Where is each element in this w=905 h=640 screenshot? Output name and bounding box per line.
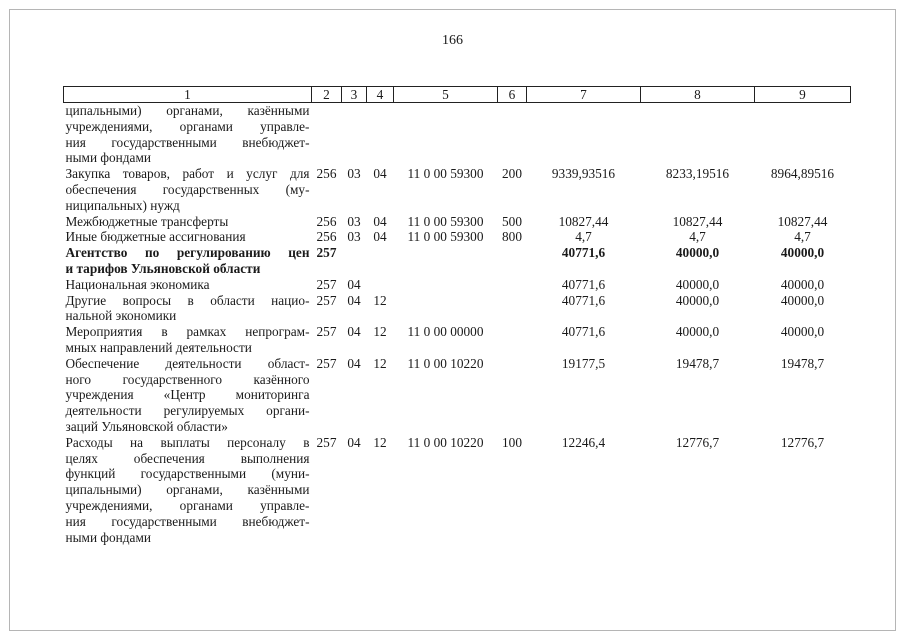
table-row [64, 229, 851, 245]
cell-c3: 04 [347, 434, 361, 450]
cell-c8: 40000,0 [675, 276, 720, 292]
cell-c3 [342, 245, 367, 277]
cell-c9: 10827,44 [777, 213, 828, 229]
cell-c5: 11 0 00 00000 [407, 324, 484, 340]
row-name [64, 245, 312, 277]
cell-c8 [641, 103, 755, 167]
row-name [64, 214, 312, 230]
row-name [64, 356, 312, 435]
cell-c7: 40771,6 [561, 276, 606, 292]
table-row [64, 214, 851, 230]
table-row [64, 324, 851, 356]
row-name [64, 166, 312, 213]
page-number: 166 [442, 33, 463, 48]
col-header-4: 4 [367, 87, 394, 103]
table-row [64, 293, 851, 325]
row-name-line: мных направлений деятельности [65, 339, 252, 355]
cell-c7: 40771,6 [561, 292, 606, 308]
cell-c9: 40000,0 [780, 276, 825, 292]
cell-c9: 12776,7 [780, 434, 825, 450]
cell-c9: 8964,89516 [770, 166, 835, 182]
cell-c3: 03 [347, 229, 361, 245]
cell-c5: 11 0 00 59300 [407, 229, 484, 245]
cell-c7: 4,7 [575, 229, 592, 245]
table-row [64, 166, 851, 213]
table-row [64, 356, 851, 435]
row-name-line: ными фондами [65, 150, 151, 166]
cell-c4: 04 [373, 166, 387, 182]
cell-c7: 12246,4 [561, 434, 606, 450]
cell-c4: 12 [373, 355, 387, 371]
row-name-line: ного государственного казённого [65, 371, 310, 387]
col-header-7: 7 [527, 87, 641, 103]
cell-c6 [498, 356, 527, 435]
cell-c3: 04 [347, 324, 361, 340]
table-row [64, 435, 851, 546]
cell-c4: 04 [373, 213, 387, 229]
row-name [64, 229, 312, 245]
cell-c2: 256 [316, 213, 337, 229]
budget-table [63, 86, 851, 545]
row-name-line: ципальными) органами, казёнными [65, 482, 310, 498]
cell-c8: 10827,44 [672, 213, 723, 229]
row-name [64, 277, 312, 293]
cell-c8: 12776,7 [675, 434, 720, 450]
cell-c3: 04 [347, 276, 361, 292]
row-name-line: ципальными) органами, казёнными [65, 103, 310, 118]
cell-c8: 40000,0 [675, 324, 720, 340]
cell-c4 [367, 277, 394, 293]
cell-c5: 11 0 00 59300 [407, 166, 484, 182]
cell-c6 [498, 324, 527, 356]
row-name-line: Обеспечение деятельности област- [65, 355, 310, 371]
cell-c5: 11 0 00 10220 [407, 434, 484, 450]
column-number-row [64, 87, 851, 103]
row-name-line: ными фондами [65, 529, 151, 545]
cell-c2: 257 [316, 245, 337, 261]
col-header-1: 1 [64, 87, 312, 103]
cell-c9 [755, 103, 851, 167]
cell-c9: 40000,0 [780, 245, 825, 261]
row-name-line: ния государственными внебюджет- [65, 513, 310, 529]
row-name-line: целях обеспечения выполнения [65, 450, 310, 466]
cell-c3: 04 [347, 355, 361, 371]
cell-c3: 03 [347, 166, 361, 182]
cell-c9: 4,7 [794, 229, 811, 245]
row-name-line: обеспечения государственных (му- [65, 181, 310, 197]
cell-c4 [367, 245, 394, 277]
col-header-8: 8 [641, 87, 755, 103]
cell-c6 [498, 293, 527, 325]
col-header-9: 9 [755, 87, 851, 103]
table-row [64, 277, 851, 293]
cell-c2: 257 [316, 292, 337, 308]
row-name-line: Другие вопросы в области нацио- [65, 292, 310, 308]
cell-c2: 257 [316, 434, 337, 450]
cell-c9: 40000,0 [780, 292, 825, 308]
row-name-line: Агентство по регулированию цен [65, 245, 310, 261]
cell-c3: 04 [347, 292, 361, 308]
cell-c6: 200 [502, 166, 522, 182]
cell-c4: 12 [373, 324, 387, 340]
cell-c7: 9339,93516 [551, 166, 616, 182]
row-name-line: деятельности регулируемых органи- [65, 403, 310, 419]
col-header-6: 6 [498, 87, 527, 103]
col-header-3: 3 [342, 87, 367, 103]
table-row [64, 103, 851, 167]
row-name-line: Расходы на выплаты персоналу в [65, 434, 310, 450]
cell-c8: 8233,19516 [665, 166, 730, 182]
row-name-line: заций Ульяновской области» [65, 418, 228, 434]
cell-c5: 11 0 00 59300 [407, 213, 484, 229]
row-name-line: Межбюджетные трансферты [65, 213, 229, 229]
cell-c5 [394, 293, 498, 325]
row-name [64, 293, 312, 325]
col-header-5: 5 [394, 87, 498, 103]
cell-c7: 40771,6 [561, 245, 606, 261]
cell-c7: 19177,5 [561, 355, 606, 371]
cell-c8: 4,7 [689, 229, 706, 245]
cell-c4: 12 [373, 434, 387, 450]
cell-c3 [342, 103, 367, 167]
row-name-line: учреждениями, органами управле- [65, 497, 310, 513]
cell-c9: 19478,7 [780, 355, 825, 371]
cell-c6 [498, 277, 527, 293]
cell-c2: 257 [316, 324, 337, 340]
cell-c6: 800 [502, 229, 522, 245]
row-name-line: функций государственными (муни- [65, 466, 310, 482]
row-name [64, 435, 312, 546]
cell-c5 [394, 245, 498, 277]
row-name-line: Национальная экономика [65, 276, 210, 292]
row-name-line: учреждениями, органами управле- [65, 118, 310, 134]
cell-c4: 04 [373, 229, 387, 245]
cell-c5 [394, 277, 498, 293]
row-name-line: Мероприятия в рамках непрограм- [65, 324, 310, 340]
cell-c6: 500 [502, 213, 522, 229]
cell-c7: 40771,6 [561, 324, 606, 340]
cell-c5 [394, 103, 498, 167]
cell-c2: 257 [316, 276, 337, 292]
row-name-line: Закупка товаров, работ и услуг для [65, 166, 310, 182]
cell-c8: 40000,0 [675, 245, 720, 261]
cell-c6 [498, 103, 527, 167]
cell-c5: 11 0 00 10220 [407, 355, 484, 371]
col-header-2: 2 [312, 87, 342, 103]
row-name-line: учреждения «Центр мониторинга [65, 387, 310, 403]
cell-c2: 256 [316, 166, 337, 182]
row-name [64, 324, 312, 356]
cell-c9: 40000,0 [780, 324, 825, 340]
cell-c2: 257 [316, 355, 337, 371]
cell-c2: 256 [316, 229, 337, 245]
cell-c8: 40000,0 [675, 292, 720, 308]
row-name-line: ния государственными внебюджет- [65, 134, 310, 150]
cell-c7: 10827,44 [558, 213, 609, 229]
cell-c2 [312, 103, 342, 167]
table-body [64, 103, 851, 546]
cell-c8: 19478,7 [675, 355, 720, 371]
cell-c3: 03 [347, 213, 361, 229]
row-name-line: ниципальных) нужд [65, 197, 180, 213]
row-name [64, 103, 312, 167]
row-name-line: и тарифов Ульяновской области [65, 260, 261, 276]
cell-c7 [527, 103, 641, 167]
row-name-line: Иные бюджетные ассигнования [65, 229, 246, 245]
cell-c4 [367, 103, 394, 167]
row-name-line: нальной экономики [65, 308, 177, 324]
cell-c6: 100 [502, 434, 522, 450]
cell-c6 [498, 245, 527, 277]
table-row [64, 245, 851, 277]
cell-c4: 12 [373, 292, 387, 308]
